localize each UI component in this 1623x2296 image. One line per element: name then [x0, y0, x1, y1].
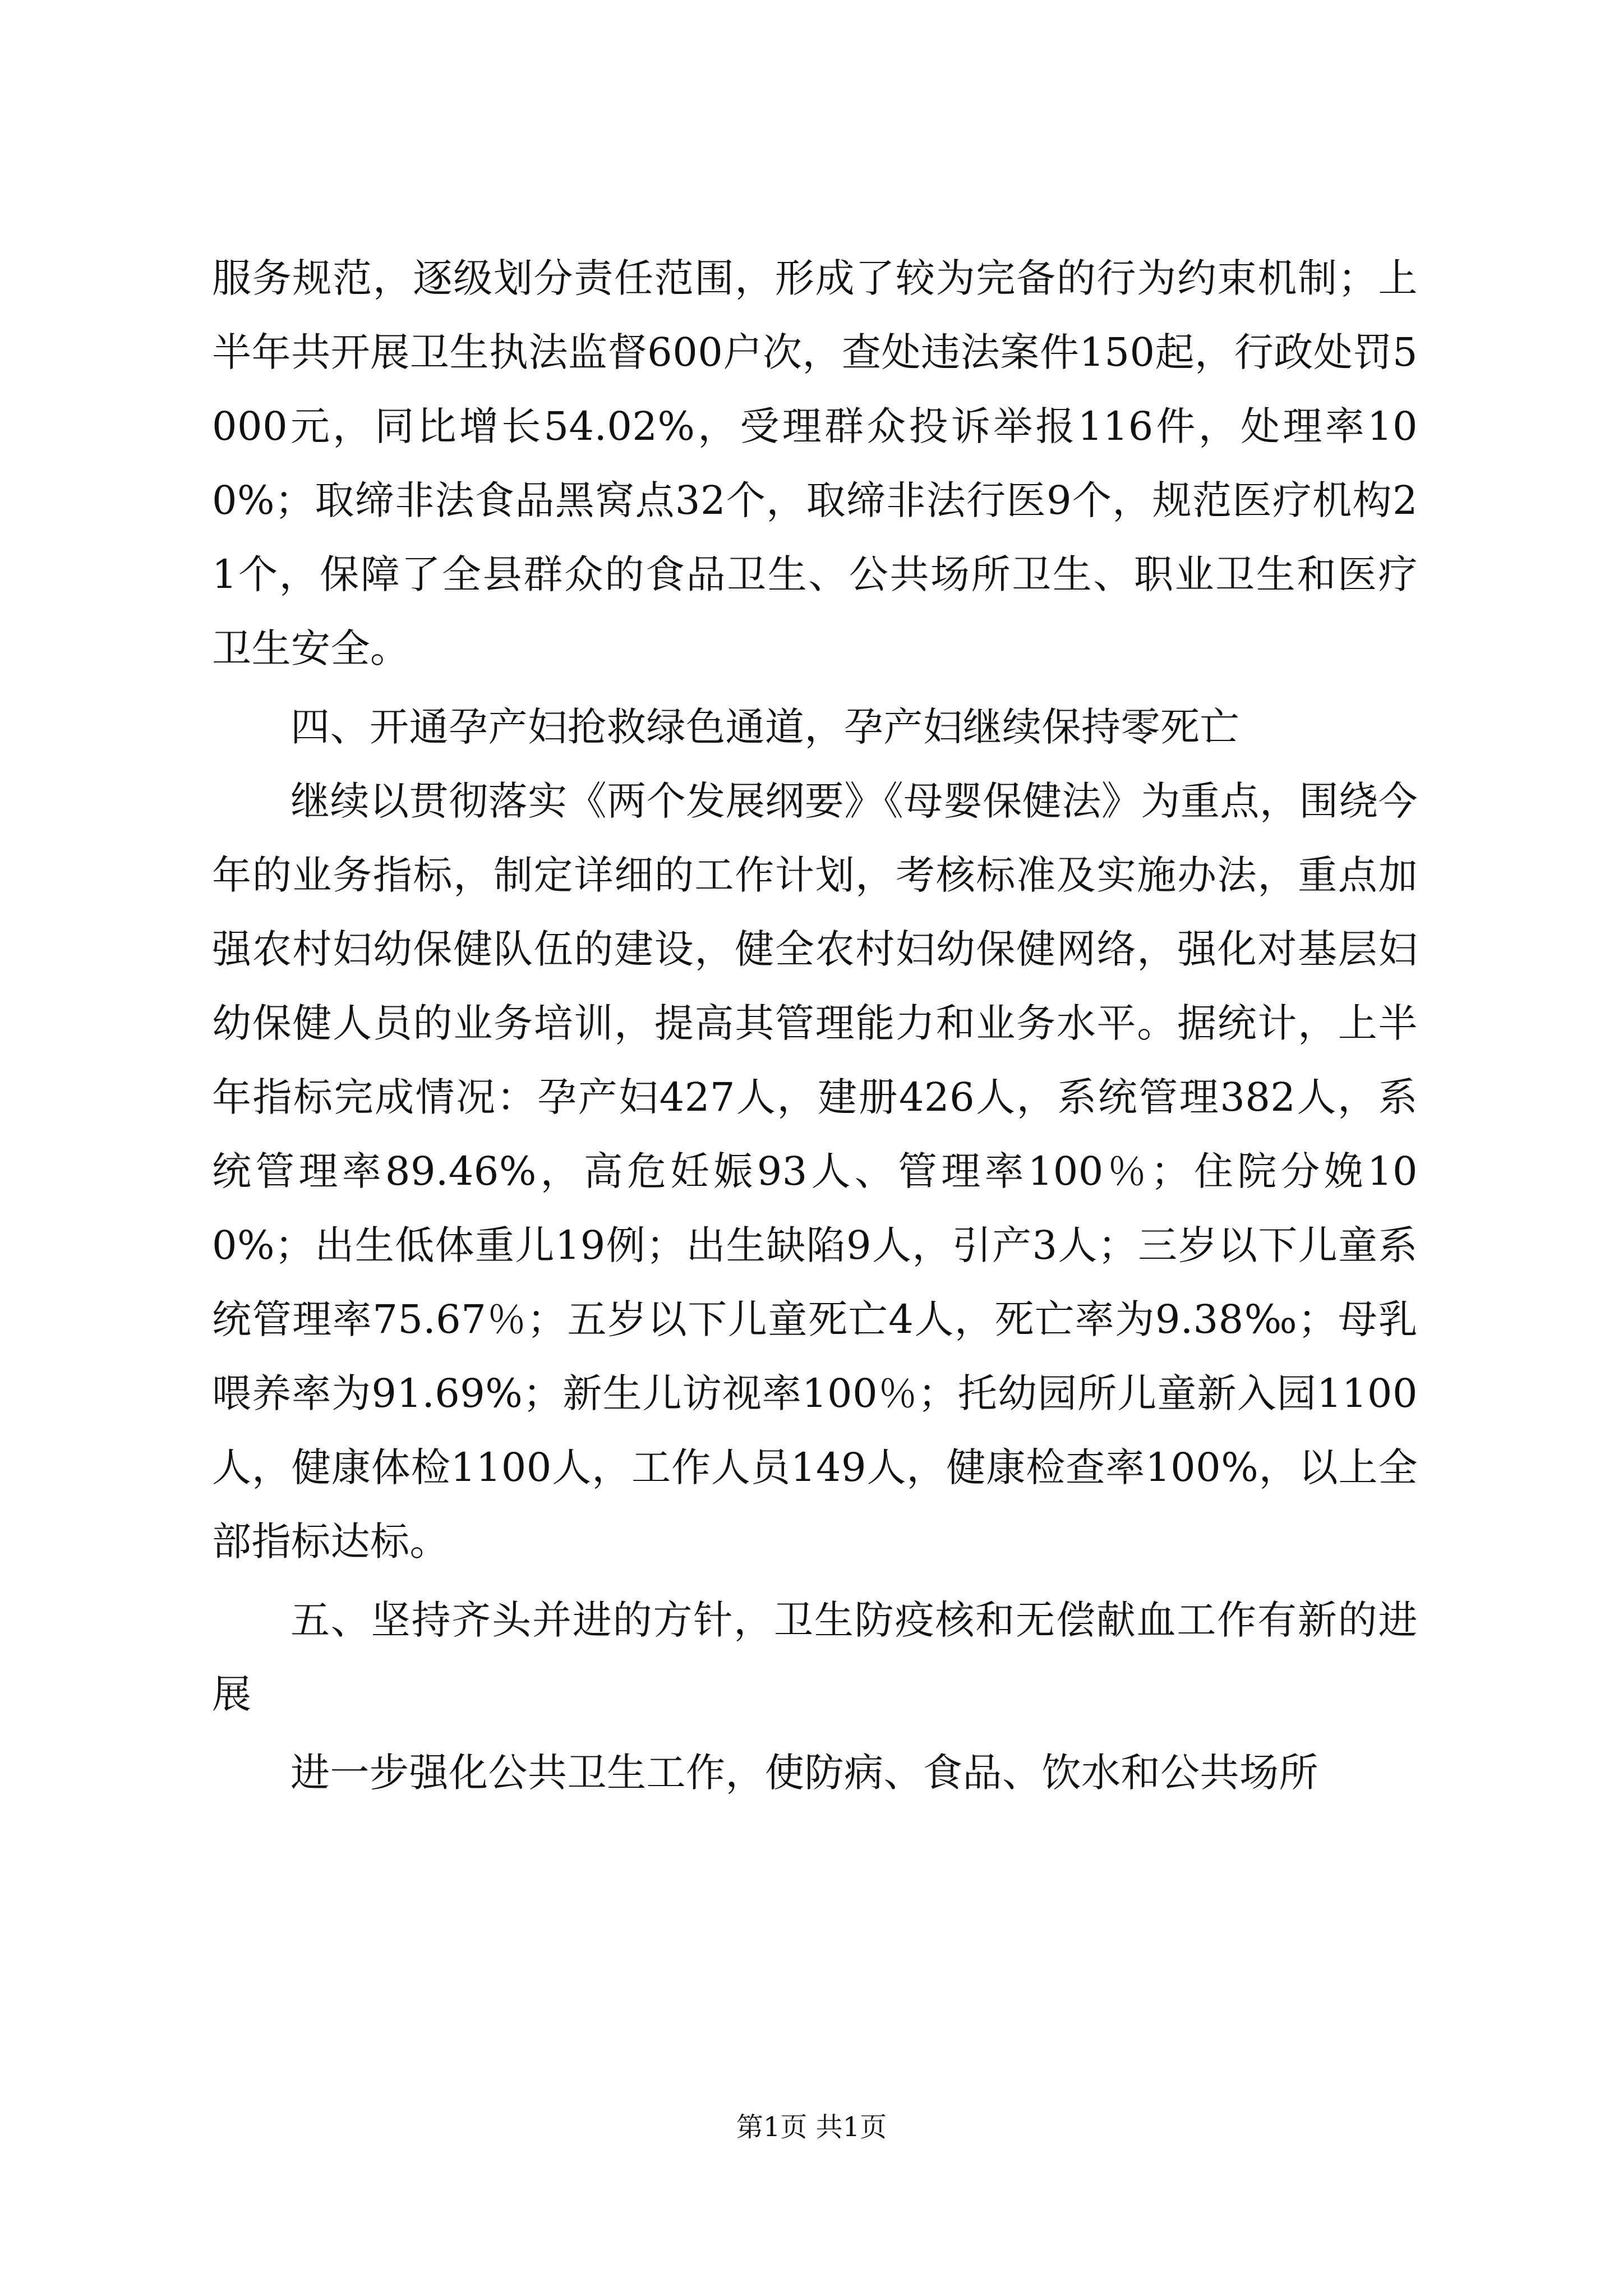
page-footer: 第1页 共1页: [736, 2111, 887, 2143]
body-paragraph: 继续以贯彻落实《两个发展纲要》《母婴保健法》为重点，围绕今年的业务指标，制定详细的工作计划，考核标准及实施办法，重点加强农村妇幼保健队伍的建设，健全农村妇幼保健网络，强化对基层妇幼保健人员的业务培训，提高其管理能力和业务水平。据统计，上半年指标完成情况：孕产妇427人，建册426人，系统管理382人，系统管理率89.46%，高危妊娠93人、管理率100％；住院分娩100%；出生低体重儿19例；出生缺陷9人，引产3人；三岁以下儿童系统管理率75.67％；五岁以下儿童死亡4人，死亡率为9.38‰；母乳喂养率为91.69%；新生儿访视率100％；托幼园所儿童新入园1100人，健康体检1100人，工作人员149人，健康检查率100%，以上全部指标达标。: [212, 778, 1418, 1565]
body-paragraph: 进一步强化公共卫生工作，使防病、食品、饮水和公共场所: [291, 1750, 1318, 1796]
section-heading-five: 五、坚持齐头并进的方针，卫生防疫核和无偿献血工作有新的进展: [212, 1597, 1418, 1717]
body-paragraph: 服务规范，逐级划分责任范围，形成了较为完备的行为约束机制；上半年共开展卫生执法监督600户次，查处违法案件150起，行政处罚5000元，同比增长54.02%，受理群众投诉举报116件，处理率100%；取缔非法食品黑窝点32个，取缔非法行医9个，规范医疗机构21个，保障了全县群众的食品卫生、公共场所卫生、职业卫生和医疗卫生安全。: [212, 255, 1418, 671]
section-heading-four: 四、开通孕产妇抢救绿色通道，孕产妇继续保持零死亡: [291, 704, 1239, 750]
document-body: [212, 241, 1418, 1810]
